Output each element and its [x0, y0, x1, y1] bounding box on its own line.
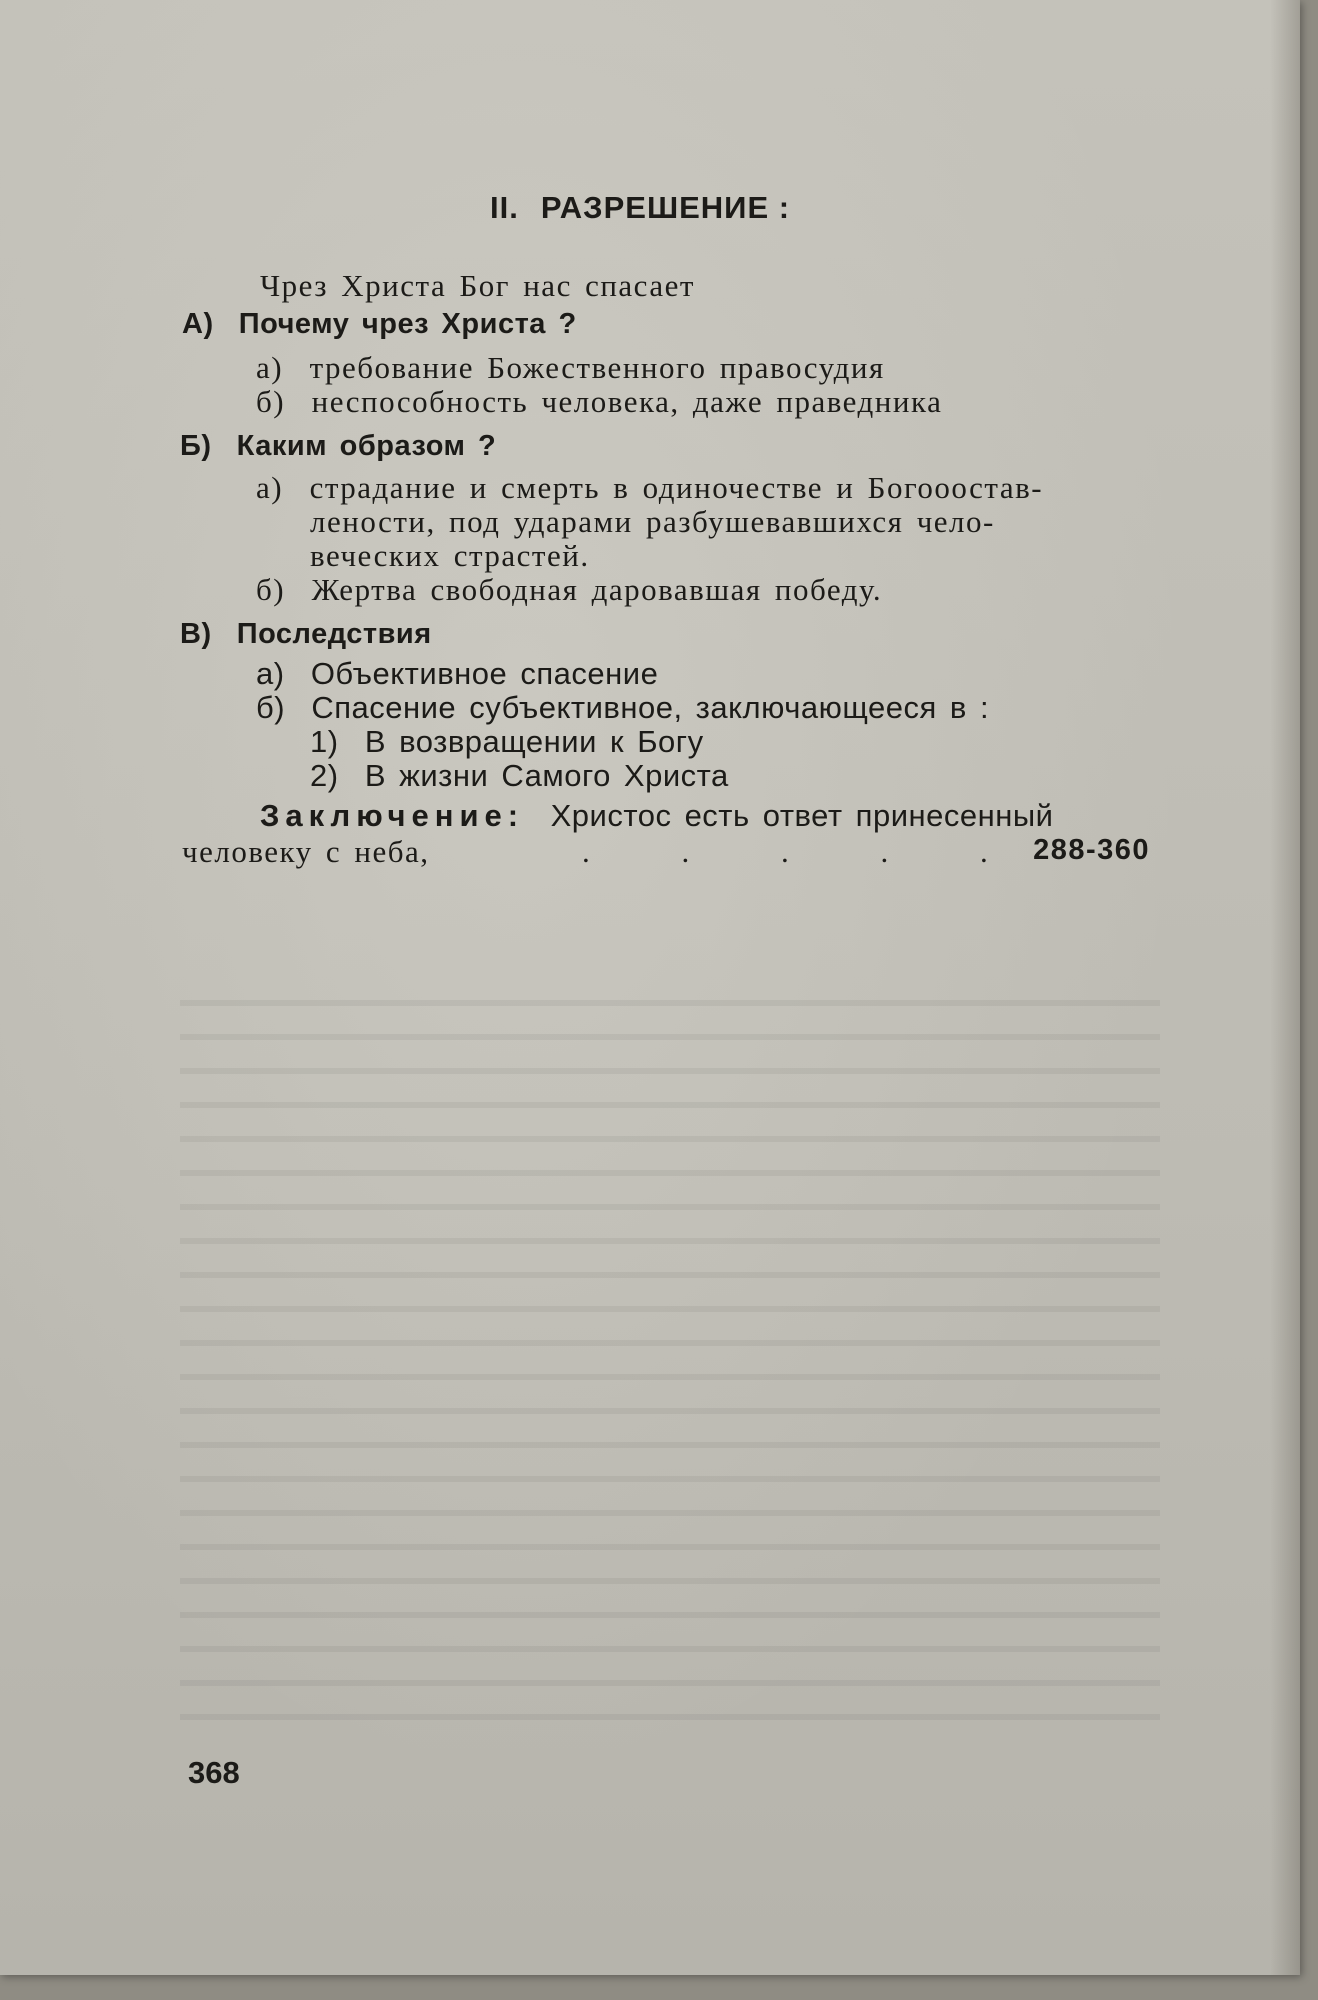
heading-title: РАЗРЕШЕНИЕ : [540, 190, 791, 225]
section-b-item-b [256, 572, 882, 608]
item-marker: б) [256, 384, 286, 419]
item-marker: а) [256, 656, 285, 691]
subitem-text: В возвращении к Богу [364, 724, 704, 759]
page-number: 368 [188, 1755, 240, 1790]
item-text: требование Божественного правосудия [309, 350, 885, 385]
conclusion-line-2 [182, 834, 1150, 870]
section-c-item-b [256, 690, 989, 726]
section-a-item-b [256, 384, 942, 420]
item-text: неспособность человека, даже праведника [311, 384, 943, 419]
leader-dots: . . . . . [582, 834, 1028, 869]
item-marker: б) [256, 690, 286, 725]
section-c-title: Последствия [236, 618, 432, 650]
section-b-label: Б) [180, 430, 212, 462]
section-a-label: А) [182, 308, 214, 340]
conclusion-text: Христос есть ответ принесенный [550, 798, 1054, 833]
item-marker: б) [256, 572, 286, 607]
section-b-item-a-line2: лености, под ударами разбушевавшихся чело- [310, 504, 995, 539]
subitem-text: В жизни Самого Христа [364, 758, 729, 793]
section-b-title: Каким образом ? [236, 430, 497, 462]
item-text: Объективное спасение [310, 656, 659, 691]
show-through-text [180, 1000, 1160, 1720]
page-reference: 288-360 [1033, 834, 1150, 866]
section-b-item-a-line3: веческих страстей. [310, 538, 590, 573]
section-heading [490, 190, 790, 226]
section-a-title: Почему чрез Христа ? [238, 308, 577, 340]
section-c-item-a [256, 656, 658, 692]
section-c-label: В) [180, 618, 212, 650]
conclusion-line-1 [260, 798, 1053, 834]
section-c-subitem-2 [310, 758, 729, 794]
intro-line: Чрез Христа Бог нас спасает [260, 268, 695, 303]
conclusion-text-2: человеку с неба, [182, 834, 430, 869]
item-text: Спасение субъективное, заключающееся в : [311, 690, 990, 725]
item-text: Жертва свободная даровавшая победу. [311, 572, 883, 607]
section-b-heading [180, 430, 496, 463]
section-a-item-a [256, 350, 885, 386]
section-b-item-a [256, 470, 1043, 506]
item-text: страдание и смерть в одиночестве и Богооостав- [309, 470, 1044, 505]
subitem-marker: 2) [310, 758, 339, 793]
section-a-heading [182, 308, 577, 341]
item-marker: а) [256, 350, 284, 385]
section-c-heading [180, 618, 432, 651]
conclusion-label: Заключение: [260, 798, 525, 833]
heading-number: II. [490, 190, 519, 225]
subitem-marker: 1) [310, 724, 339, 759]
section-c-subitem-1 [310, 724, 704, 760]
item-marker: а) [256, 470, 284, 505]
